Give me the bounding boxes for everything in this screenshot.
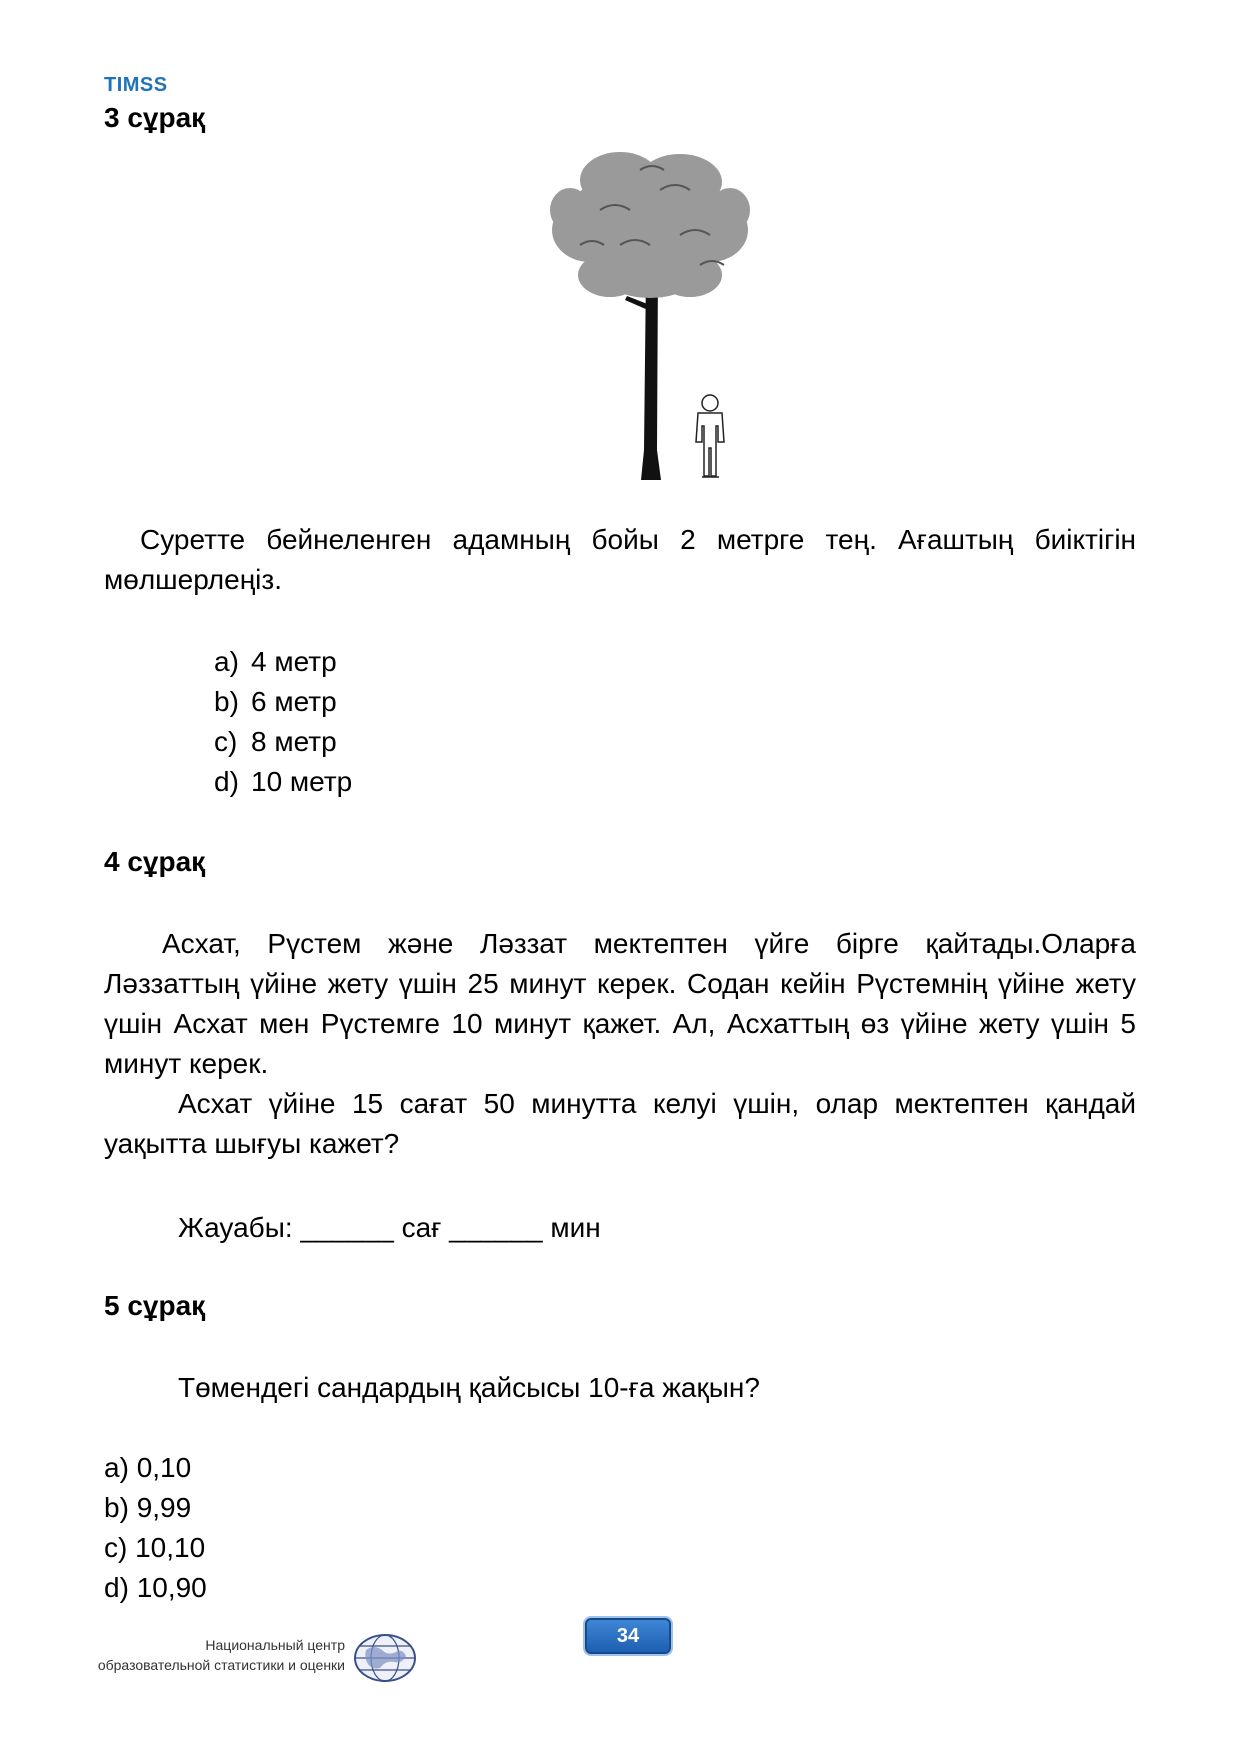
globe-logo-icon [352, 1632, 418, 1684]
question-4-question: Асхат үйіне 15 сағат 50 минутта келуі үшін, олар мектептен қандай уақытта шығуы кажет? [104, 1088, 1136, 1159]
option-a[interactable]: a) 0,10 [104, 1452, 192, 1483]
option-d[interactable]: d) 10,90 [104, 1572, 207, 1603]
org-name-line1: Национальный центр [205, 1637, 345, 1653]
person-icon [696, 395, 724, 477]
option-a[interactable]: a) 4 метр [214, 646, 337, 677]
question-4-text: Асхат, Рүстем және Ләззат мектептен үйге бірге қайтады.Оларға Ләззаттың үйіне жету үшін 25 минут керек. Содан кейін Рүстемнің үйіне жету үшін Асхат мен Рүстемге 10 минут қажет. Ал, Асхаттың өз үйіне жету үшін 5 минут керек. [104, 928, 1136, 1079]
question-5-options [104, 1448, 207, 1608]
question-4-title: 4 сұрақ [104, 846, 206, 877]
option-d[interactable]: d) 10 метр [214, 766, 353, 797]
question-5-text: Төмендегі сандардың қайсысы 10-ға жақын? [178, 1372, 760, 1403]
page-number-badge: 34 [585, 1618, 671, 1654]
question-3-text: Суретте бейнеленген адамның бойы 2 метрге тең. Ағаштың биіктігін мөлшерлеңіз. [104, 524, 1136, 595]
answer-field[interactable]: Жауабы: ______ сағ ______ мин [178, 1212, 601, 1243]
question-3-options [214, 642, 352, 802]
tree-and-person-illustration [540, 150, 760, 480]
question-3-title: 3 сұрақ [104, 102, 206, 133]
question-5-title: 5 сұрақ [104, 1290, 206, 1321]
option-c[interactable]: c) 8 метр [214, 726, 337, 757]
series-label: TIMSS [104, 74, 168, 96]
org-name-line2: образовательной статистики и оценки [97, 1657, 345, 1673]
option-c[interactable]: c) 10,10 [104, 1532, 206, 1563]
option-b[interactable]: b) 9,99 [104, 1492, 192, 1523]
option-b[interactable]: b) 6 метр [214, 686, 337, 717]
